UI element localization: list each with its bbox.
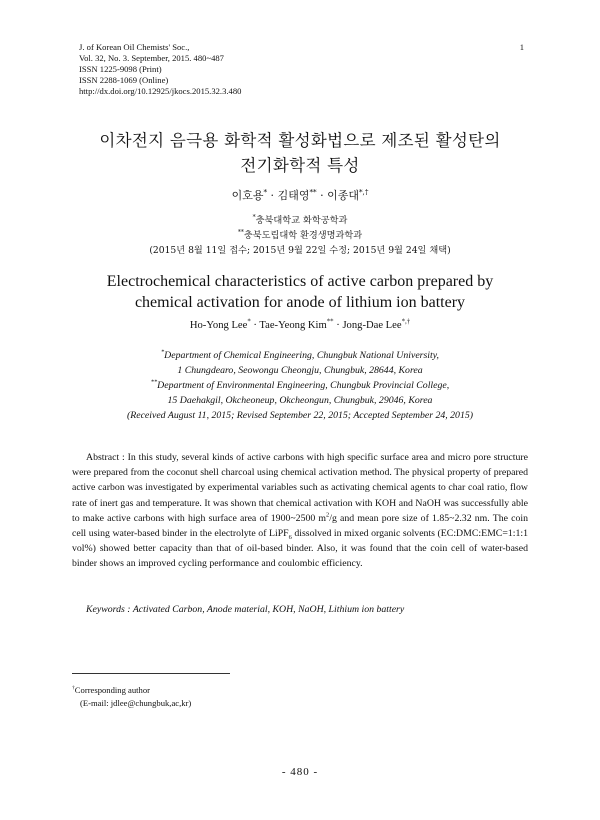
abstract [72, 450, 528, 572]
korean-title-line2: 전기화학적 특성 [240, 156, 360, 175]
doi-link[interactable]: http://dx.doi.org/10.12925/jkocs.2015.32.3.480 [79, 86, 242, 96]
journal-volume: Vol. 32, No. 3. September, 2015. 480~487 [79, 53, 224, 63]
korean-title [0, 128, 600, 178]
korean-author-3: 이종대 [327, 189, 359, 202]
abstract-label: Abstract [86, 452, 120, 463]
english-aff1-mark: * [160, 348, 165, 356]
korean-affiliation-1 [0, 213, 600, 228]
english-authors [0, 320, 600, 331]
footnote-corresponding: Corresponding author [74, 685, 150, 695]
author-separator: · [333, 320, 343, 331]
author-separator: · [267, 189, 278, 202]
english-title-line1: Electrochemical characteristics of active carbon prepared by [106, 273, 494, 290]
english-author-2: Tae-Yeong Kim [259, 320, 327, 331]
korean-author-2-mark: ** [309, 187, 317, 197]
keywords-label: Keywords [86, 604, 125, 615]
english-title [0, 271, 600, 313]
english-aff1-line1: Department of Chemical Engineering, Chungbuk National University, [164, 350, 439, 361]
abstract-superscript: 2 [326, 511, 330, 519]
english-aff2-line1: Department of Environmental Engineering, Chungbuk Provincial College, [157, 380, 450, 391]
abstract-subscript: 6 [288, 533, 292, 541]
abstract-text-1: In this study, several kinds of active carbons with high specific surface area and micro pore structure were prepared from the coconut shell charcoal using chemical activation method. The physical property of prepared active carbon was investigated by experimental variables such as activating chemical agents to char coal ratio, flow rate of inert gas and temperature. It was shown that chemical activation with KOH and NaOH was successfully able to make active carbons with high surface area of 1900~2500 m [72, 452, 528, 524]
english-aff2-address: 15 Daehakgil, Okcheoneup, Okcheongun, Chungbuk, 29046, Korea [167, 395, 433, 406]
keywords-colon: : [124, 604, 133, 615]
english-author-3-mark: *,† [401, 318, 411, 326]
english-author-3: Jong-Dae Lee [342, 320, 402, 331]
issn-online: ISSN 2288-1069 (Online) [79, 75, 169, 85]
journal-name: J. of Korean Oil Chemists' Soc., [79, 42, 190, 52]
korean-author-1: 이호용 [231, 189, 264, 202]
english-dates: (Received August 11, 2015; Revised September 22, 2015; Accepted September 24, 2015) [126, 410, 474, 421]
footnote-divider [72, 673, 230, 674]
abstract-text-3: dissolved in mixed organic solvents (EC:DMC:EMC=1:1:1 vol%) showed better capacity than that of oil-based binder. Also, it was found that the coin cell of water-based binder shows an improved cycling performance and coulombic efficiency. [72, 528, 528, 570]
author-separator: · [316, 189, 328, 202]
keywords-text: Activated Carbon, Anode material, KOH, NaOH, Lithium ion battery [132, 604, 405, 615]
korean-affiliation-2 [0, 228, 600, 243]
footnote-email[interactable]: (E-mail: jdlee@chungbuk,ac,kr) [80, 698, 192, 708]
korean-authors [0, 187, 600, 203]
author-separator: · [250, 320, 260, 331]
english-title-line2: chemical activation for anode of lithium ion battery [134, 294, 466, 311]
korean-aff2-text: 충북도립대학 환경생명과학과 [243, 230, 363, 241]
english-affiliation-2 [0, 378, 600, 393]
korean-affiliations [0, 213, 600, 258]
english-affiliations [0, 348, 600, 423]
korean-aff1-text: 충북대학교 화학공학과 [255, 215, 348, 226]
korean-author-1-mark: * [263, 187, 268, 197]
korean-title-line1: 이차전지 음극용 화학적 활성화법으로 제조된 활성탄의 [99, 131, 501, 150]
abstract-colon: : [119, 452, 128, 463]
issn-print: ISSN 1225-9098 (Print) [79, 64, 162, 74]
top-page-number: 1 [519, 42, 524, 52]
journal-info [79, 42, 241, 97]
page-footer: - 480 - [281, 766, 319, 778]
footnote [72, 684, 191, 710]
english-aff1-address: 1 Chungdearo, Seowongu Cheongju, Chungbuk, 28644, Korea [177, 365, 423, 376]
footnote-line1 [72, 684, 191, 697]
english-author-1-mark: * [247, 318, 251, 326]
footnote-mark: † [72, 685, 75, 692]
english-affiliation-1 [0, 348, 600, 363]
korean-aff2-mark: ** [237, 228, 244, 236]
english-author-2-mark: ** [326, 318, 334, 326]
korean-aff1-mark: * [252, 213, 256, 221]
english-aff2-mark: ** [150, 378, 158, 386]
abstract-text-2: /g and mean pore size of 1.85~2.32 nm. The coin cell using water-based binder in the electrolyte of LiPF [72, 512, 528, 540]
keywords [72, 604, 528, 615]
english-author-1: Ho-Yong Lee [189, 320, 248, 331]
korean-author-2: 김태영 [277, 189, 310, 202]
korean-author-3-mark: *,† [358, 187, 369, 197]
korean-dates: (2015년 8월 11일 접수; 2015년 9월 22일 수정; 2015년 9월 24일 채택) [149, 245, 451, 256]
